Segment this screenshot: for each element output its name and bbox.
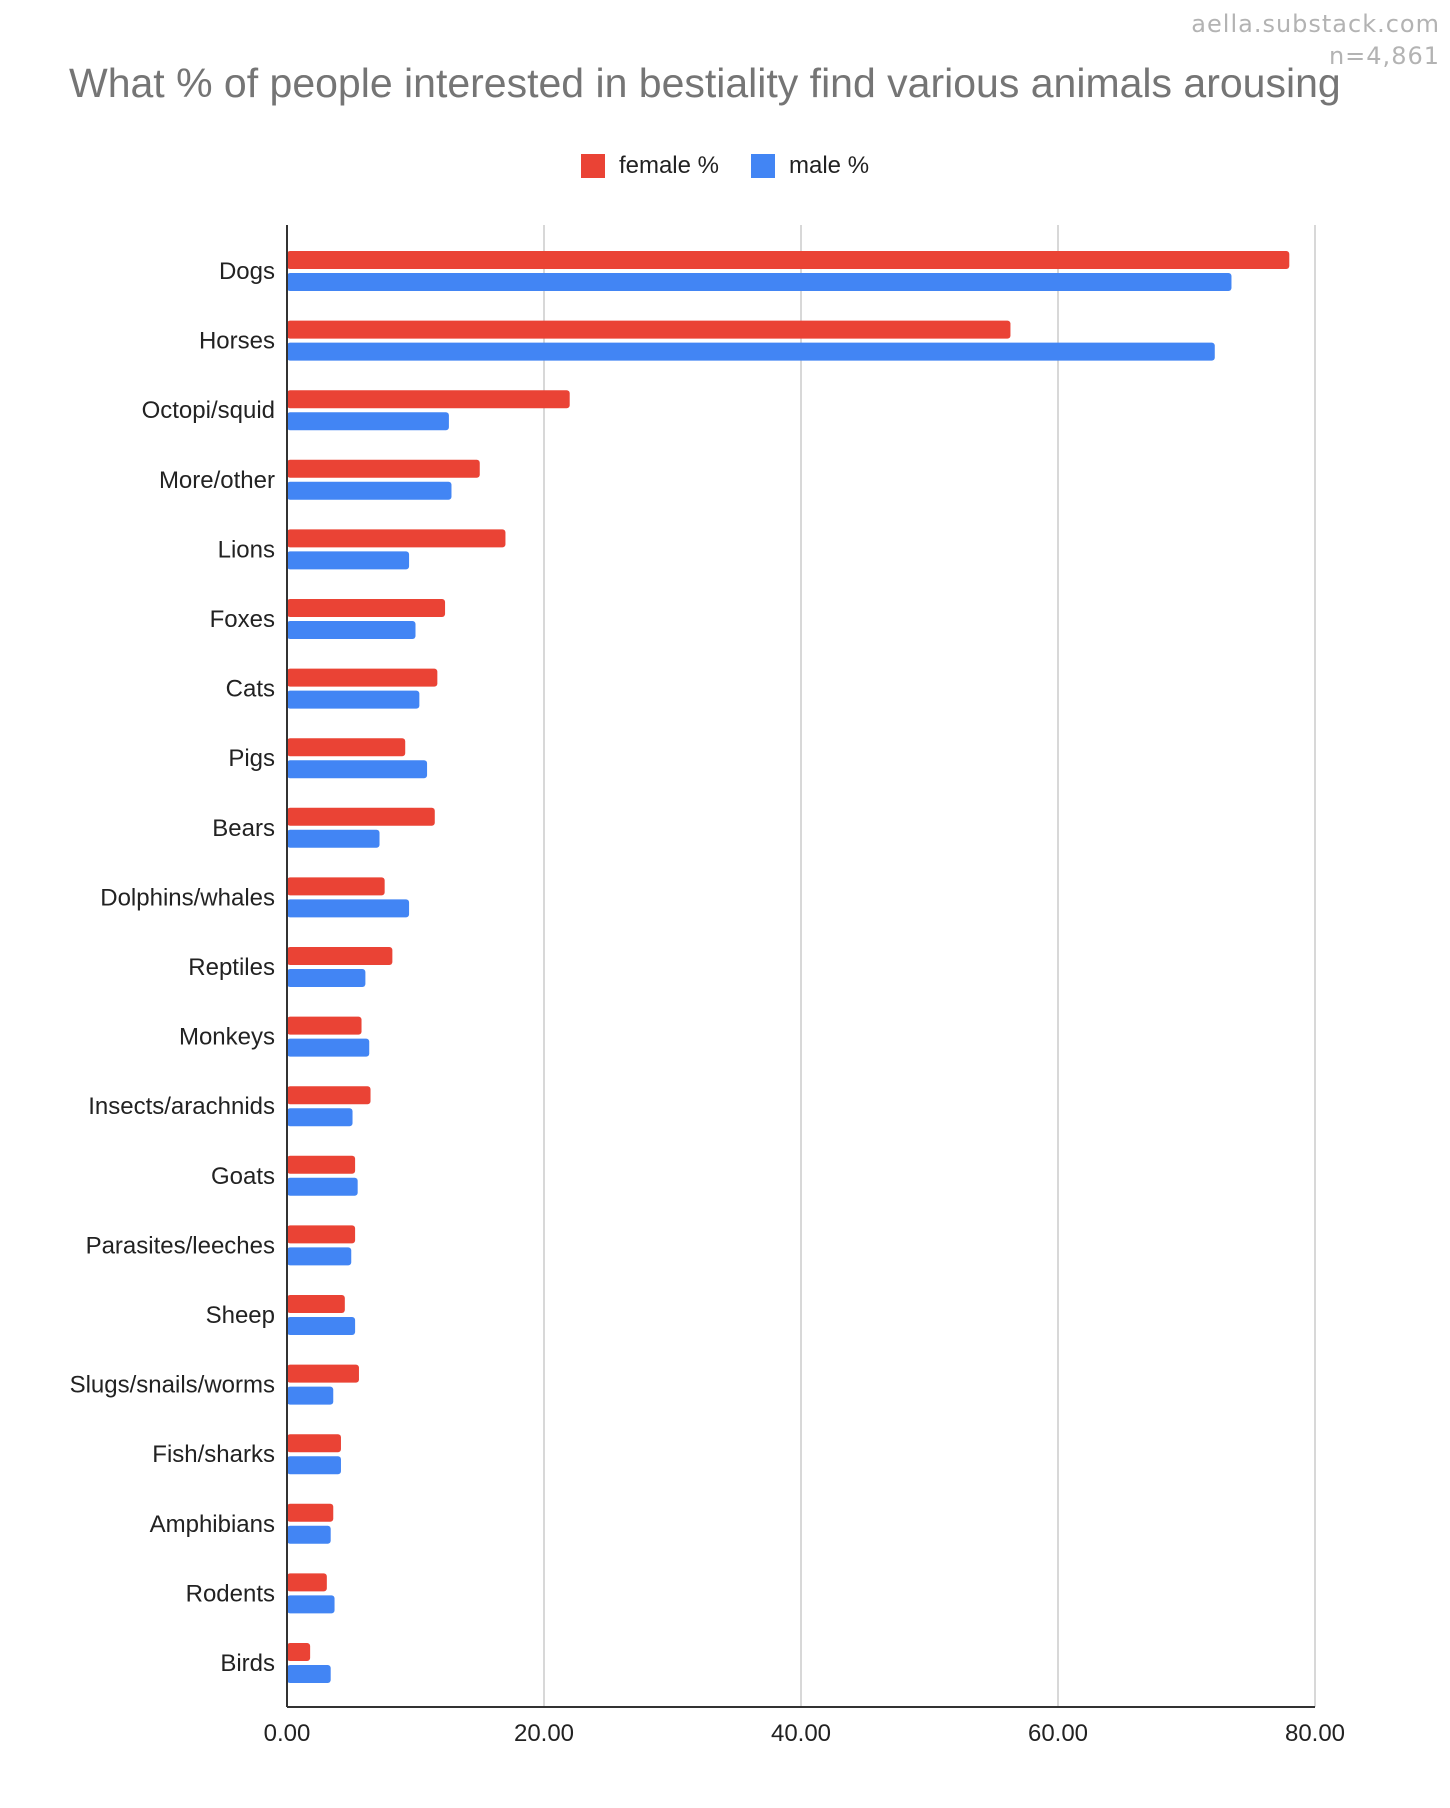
bar-female <box>287 1365 359 1383</box>
bar-male <box>287 691 419 709</box>
bar-male <box>287 1456 341 1474</box>
category-label: Reptiles <box>188 954 275 981</box>
category-label: Birds <box>220 1650 275 1677</box>
legend-label-female: female % <box>618 152 719 179</box>
bar-male <box>287 1665 331 1683</box>
sample-size-note: n=4,861 <box>1328 42 1440 70</box>
bar-female <box>287 599 445 617</box>
bar-female <box>287 1434 341 1452</box>
category-label: Slugs/snails/worms <box>69 1371 275 1399</box>
x-tick-label: 20.00 <box>513 1720 575 1747</box>
bar-female <box>287 1643 310 1661</box>
gridlines <box>544 225 1315 1707</box>
bar-female <box>287 1225 355 1243</box>
bar-female <box>287 460 480 478</box>
category-label: Rodents <box>185 1580 275 1608</box>
bar-male <box>287 1178 358 1196</box>
category-labels <box>70 258 275 1677</box>
bar-female <box>287 251 1289 269</box>
bar-female <box>287 669 437 687</box>
bar-female <box>287 390 570 408</box>
bar-male <box>287 621 416 639</box>
bar-male <box>287 343 1215 361</box>
category-label: Fish/sharks <box>152 1441 275 1469</box>
bar-female <box>287 738 405 756</box>
category-label: Cats <box>225 675 275 703</box>
watermark-site: aella.substack.com <box>1191 10 1440 38</box>
bar-male <box>287 1317 355 1335</box>
bar-male <box>287 1526 331 1544</box>
bar-male <box>287 273 1231 291</box>
bar-male <box>287 551 409 569</box>
category-label: Bears <box>212 814 275 842</box>
bar-female <box>287 947 392 965</box>
bar-male <box>287 899 409 917</box>
category-label: Parasites/leeches <box>85 1232 275 1260</box>
bar-male <box>287 1387 333 1405</box>
bar-male <box>287 760 427 778</box>
category-label: Horses <box>198 327 275 355</box>
category-label: Insects/arachnids <box>88 1093 275 1121</box>
bars <box>287 251 1289 1683</box>
category-label: Foxes <box>209 606 275 633</box>
category-label: Octopi/squid <box>141 397 275 425</box>
bar-female <box>287 1295 345 1313</box>
x-tick-labels <box>264 1720 1345 1747</box>
bar-male <box>287 969 365 987</box>
bar-female <box>287 1504 333 1522</box>
chart-title: What % of people interested in bestiality find various animals arousing <box>69 60 1341 106</box>
bar-female <box>287 1573 327 1591</box>
bar-male <box>287 1595 335 1613</box>
x-tick-label: 40.00 <box>770 1720 832 1747</box>
category-label: Pigs <box>228 745 275 773</box>
bar-female <box>287 808 435 826</box>
category-label: Goats <box>210 1162 275 1190</box>
category-label: Monkeys <box>178 1023 275 1051</box>
category-label: More/other <box>158 466 275 494</box>
legend-label-male: male % <box>789 152 870 179</box>
category-label: Dolphins/whales <box>100 884 275 912</box>
category-label: Sheep <box>205 1302 275 1329</box>
bar-female <box>287 1156 355 1174</box>
bar-male <box>287 482 451 500</box>
x-tick-label: 80.00 <box>1284 1720 1346 1747</box>
bar-female <box>287 321 1010 339</box>
bar-male <box>287 412 449 430</box>
bar-female <box>287 1086 371 1104</box>
bar-female <box>287 529 505 547</box>
category-label: Dogs <box>218 258 275 285</box>
x-tick-label: 0.00 <box>263 1720 311 1747</box>
x-tick-label: 60.00 <box>1027 1720 1089 1747</box>
category-label: Lions <box>217 536 275 564</box>
bar-male <box>287 1247 351 1265</box>
category-label: Amphibians <box>149 1510 275 1538</box>
bar-male <box>287 1108 353 1126</box>
bar-female <box>287 877 385 895</box>
bar-female <box>287 1017 362 1035</box>
bar-male <box>287 830 380 848</box>
bar-male <box>287 1039 369 1057</box>
